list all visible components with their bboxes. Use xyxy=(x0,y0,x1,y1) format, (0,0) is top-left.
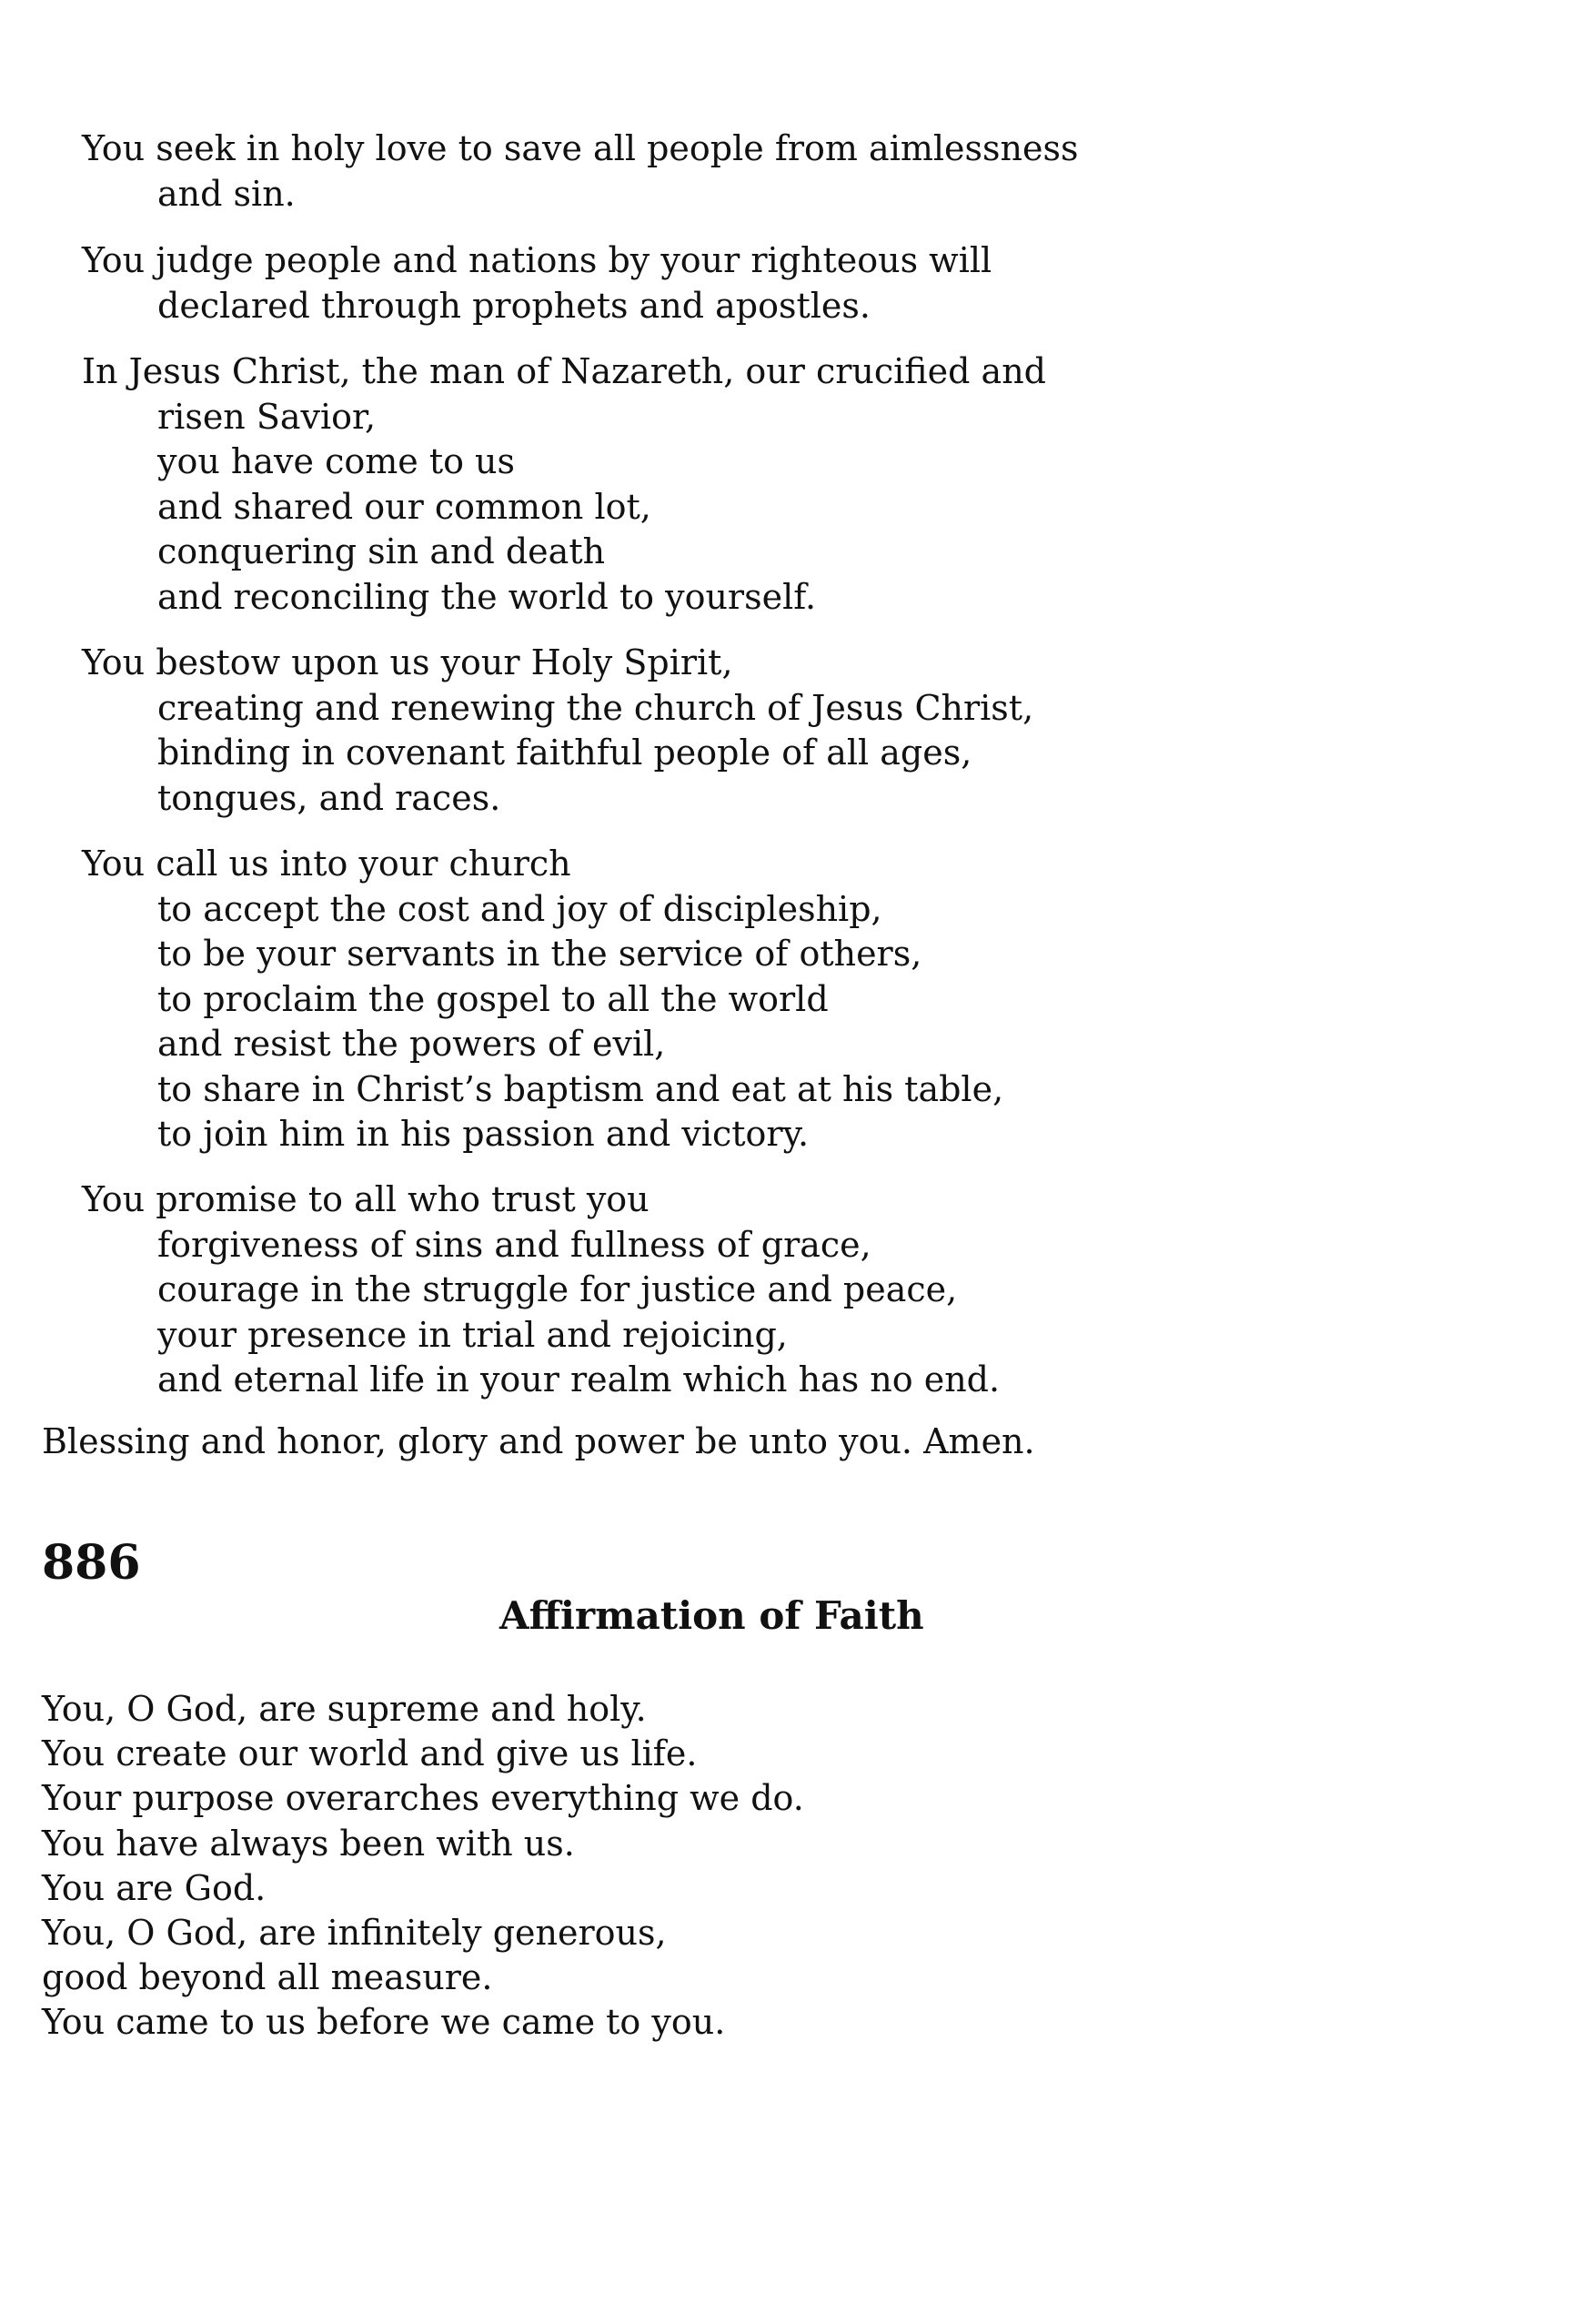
prayer-line: and shared our common lot, xyxy=(157,486,651,527)
prayer-line: and resist the powers of evil, xyxy=(157,1024,666,1064)
closing-doxology: Blessing and honor, glory and power be unto you. Amen. xyxy=(42,1421,1035,1461)
prayer-paragraph-3 xyxy=(82,349,1046,620)
affirmation-line: You have always been with us. xyxy=(42,1823,575,1864)
prayer-paragraph-2 xyxy=(82,238,992,328)
affirmation-line: Your purpose overarches everything we do. xyxy=(42,1778,804,1819)
prayer-line: to share in Christ’s baptism and eat at his table, xyxy=(157,1068,1004,1109)
affirmation-line: You, O God, are supreme and holy. xyxy=(42,1689,647,1729)
prayer-line: conquering sin and death xyxy=(157,531,606,571)
affirmation-line: You are God. xyxy=(42,1867,267,1908)
prayer-line: you have come to us xyxy=(157,441,516,481)
prayer-line: binding in covenant faithful people of all ages, xyxy=(157,733,972,773)
affirmation-line: You came to us before we came to you. xyxy=(42,2002,726,2043)
prayer-line: You call us into your church xyxy=(82,844,571,884)
prayer-line: You judge people and nations by your righteous will xyxy=(82,240,992,280)
prayer-line: to be your servants in the service of others, xyxy=(157,934,922,974)
prayer-paragraph-4 xyxy=(82,641,1033,821)
prayer-line: In Jesus Christ, the man of Nazareth, our crucified and xyxy=(82,351,1046,391)
prayer-paragraph-6 xyxy=(82,1177,1000,1403)
prayer-line: You promise to all who trust you xyxy=(82,1179,649,1219)
prayer-line: creating and renewing the church of Jesus Christ, xyxy=(157,687,1034,728)
prayer-paragraph-1 xyxy=(82,126,1079,217)
prayer-line: to accept the cost and joy of discipleship, xyxy=(157,888,882,929)
prayer-line: and eternal life in your realm which has no end. xyxy=(157,1359,1001,1399)
affirmation-line: You create our world and give us life. xyxy=(42,1733,698,1774)
prayer-line: declared through prophets and apostles. xyxy=(157,285,871,326)
prayer-line: your presence in trial and rejoicing, xyxy=(157,1314,788,1355)
prayer-line: to join him in his passion and victory. xyxy=(157,1114,810,1154)
section-number: 886 xyxy=(42,1535,141,1591)
prayer-line: tongues, and races. xyxy=(157,777,501,818)
prayer-paragraph-5 xyxy=(82,842,1003,1157)
affirmation-line: good beyond all measure. xyxy=(42,1957,493,1998)
section-title: Affirmation of Faith xyxy=(499,1593,924,1638)
affirmation-text xyxy=(42,1687,804,2046)
prayer-line: to proclaim the gospel to all the world xyxy=(157,978,829,1019)
prayer-line: You seek in holy love to save all people from aimlessness xyxy=(82,128,1079,168)
prayer-line: forgiveness of sins and fullness of grace, xyxy=(157,1224,871,1265)
prayer-line: and reconciling the world to yourself. xyxy=(157,576,817,617)
affirmation-line: You, O God, are infinitely generous, xyxy=(42,1913,667,1954)
prayer-line: risen Savior, xyxy=(157,396,377,437)
prayer-line: You bestow upon us your Holy Spirit, xyxy=(82,642,733,682)
prayer-line: and sin. xyxy=(157,173,296,214)
prayer-line: courage in the struggle for justice and peace, xyxy=(157,1269,958,1309)
